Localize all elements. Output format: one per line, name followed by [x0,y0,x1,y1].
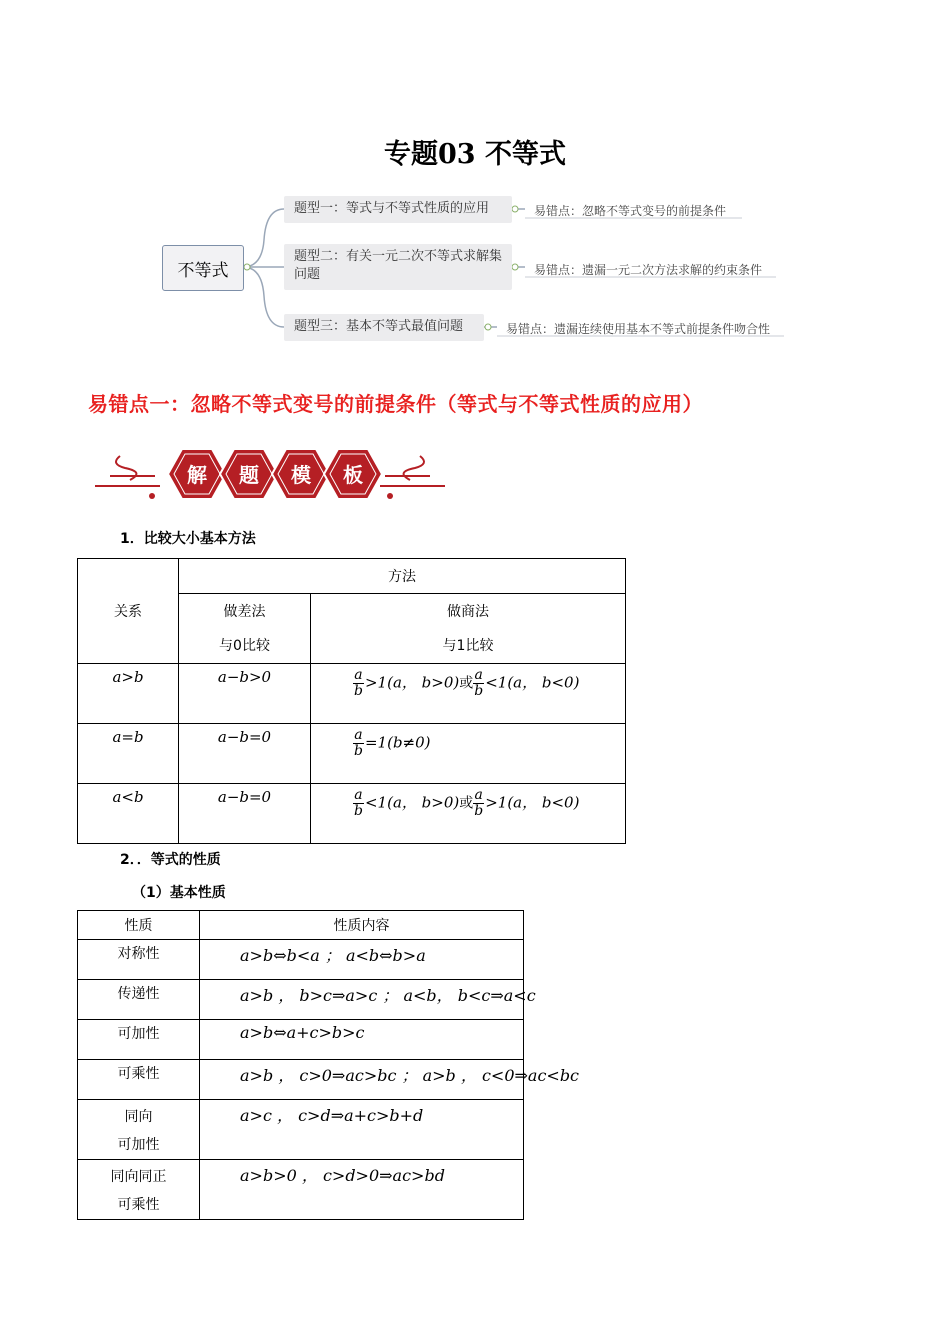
mindmap-mistake-3: 易错点：遗漏连续使用基本不等式前提条件吻合性 [506,322,771,336]
header-method: 方法 [179,559,626,594]
header-diff: 做差法 与0比较 [179,594,311,664]
property-name: 同向 可加性 [78,1100,200,1160]
mindmap-topic-1: 题型一：等式与不等式性质的应用 [284,196,512,223]
diff-cell: a−b=0 [179,724,311,784]
mindmap-topic-2: 题型二：有关一元二次不等式求解集问题 [284,244,512,290]
header-property: 性质 [78,911,200,940]
table-row [78,940,524,980]
property-content: a>b ， c>0⇒ac>bc ； a>b ， c<0⇒ac<bc [200,1060,524,1100]
quot-cell: $\frac{a}{b}$ =1(b≠0) [311,724,626,784]
banner-char-3: 模 [291,463,311,487]
banner-jietimoban [90,444,450,504]
property-name: 可加性 [78,1020,200,1060]
property-name: 对称性 [78,940,200,980]
table-row [78,1160,524,1220]
quot-cell: $\frac{a}{b}$ <1(a， b>0)或 $\frac{a}{b}$ >1(a， b<0) [311,784,626,844]
banner-char-2: 题 [239,463,259,487]
part2-heading: 2．．等式的性质 [120,852,221,868]
section-heading: 易错点一：忽略不等式变号的前提条件（等式与不等式性质的应用） [88,392,703,416]
diff-cell: a−b>0 [179,664,311,724]
mindmap-root: 不等式 [162,245,244,291]
banner-char-1: 解 [187,463,207,487]
mindmap-mistake-2: 易错点：遗漏一元二次方法求解的约束条件 [534,263,763,277]
part1-heading: 1．比较大小基本方法 [120,531,256,547]
table-row [78,664,626,724]
property-content: a>b>0 ， c>d>0⇒ac>bd [200,1160,524,1220]
property-name: 传递性 [78,980,200,1020]
properties-table [77,910,580,1220]
part2-subheading: （1）基本性质 [132,885,226,901]
property-name: 可乘性 [78,1060,200,1100]
property-content: a>b ， b>c⇒a>c ； a<b， b<c⇒a<c [200,980,524,1020]
compare-methods-table [77,558,626,844]
property-content: a>c ， c>d⇒a+c>b+d [200,1100,524,1160]
properties-table-wrap [77,910,580,1216]
table-row [78,980,524,1020]
diff-cell: a−b=0 [179,784,311,844]
relation-cell: a=b [78,724,179,784]
table-row [78,1020,524,1060]
relation-cell: a<b [78,784,179,844]
table-row [78,1060,524,1100]
mindmap-connectors [0,0,950,360]
quot-cell: $\frac{a}{b}$ >1(a， b>0)或 $\frac{a}{b}$ <1(a， b<0) [311,664,626,724]
table-row [78,784,626,844]
relation-cell: a>b [78,664,179,724]
mindmap-mistake-1: 易错点：忽略不等式变号的前提条件 [534,204,727,218]
property-content: a>b⇔a+c>b>c [200,1020,524,1060]
banner-char-4: 板 [343,463,363,487]
header-content: 性质内容 [200,911,524,940]
table-row [78,724,626,784]
page-title: 专题03 不等式 [384,139,566,170]
property-content: a>b⇔b<a ； a<b⇔b>a [200,940,524,980]
header-quot: 做商法 与1比较 [311,594,626,664]
header-relation: 关系 [78,559,179,664]
table-row [78,1100,524,1160]
property-name: 同向同正 可乘性 [78,1160,200,1220]
mindmap-topic-3: 题型三：基本不等式最值问题 [284,314,484,341]
